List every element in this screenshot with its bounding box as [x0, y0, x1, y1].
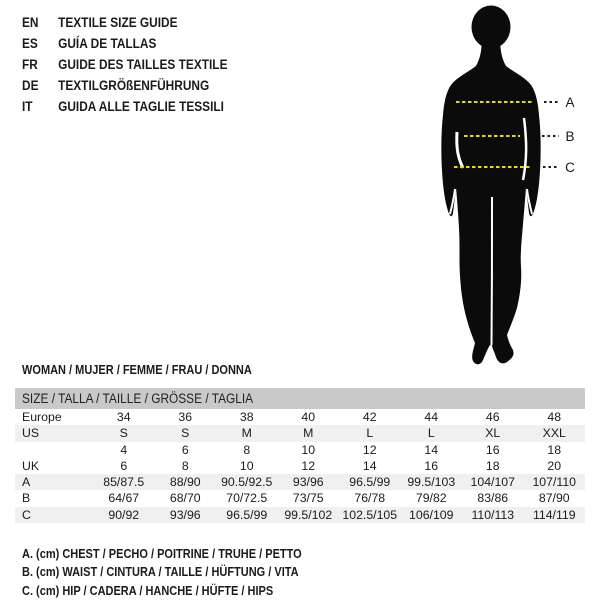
- language-row-fr: [22, 54, 227, 75]
- measure-label-waist: B: [565, 129, 575, 144]
- size-table-header-label: SIZE / TALLA / TAILLE / GRÖSSE / TAGLIA: [22, 391, 254, 406]
- size-cell: 10: [239, 458, 254, 473]
- size-cell: 6: [181, 442, 189, 457]
- language-label: GUÍA DE TALLAS: [58, 36, 157, 51]
- size-cell: M: [303, 426, 314, 441]
- size-cell: 14: [362, 458, 377, 473]
- size-cell: L: [366, 426, 374, 441]
- size-row-us-numeric: [15, 442, 585, 458]
- size-row-uk: [15, 458, 585, 474]
- size-row-a: [15, 474, 585, 490]
- size-row-label: A: [22, 475, 31, 490]
- size-cell: S: [119, 426, 128, 441]
- woman-silhouette-figure: [420, 0, 600, 370]
- measurement-note-b: B. (cm) WAIST / CINTURA / TAILLE / HÜFTUNG / VITA: [22, 565, 299, 580]
- size-cell: 99.5/103: [407, 475, 456, 490]
- size-cell: 38: [239, 410, 254, 424]
- size-cell: 114/119: [532, 507, 576, 522]
- size-cell: 12: [301, 458, 316, 473]
- language-label: GUIDA ALLE TAGLIE TESSILI: [58, 99, 224, 114]
- language-code: DE: [22, 78, 39, 93]
- language-row-it: [22, 96, 227, 117]
- size-cell: 16: [485, 442, 500, 457]
- size-table-header: [15, 388, 585, 409]
- size-cell: 79/82: [415, 491, 447, 506]
- size-table: [15, 388, 585, 523]
- size-cell: 8: [181, 458, 189, 473]
- size-cell: 107/110: [532, 475, 577, 490]
- size-cell: 34: [116, 410, 131, 424]
- size-cell: 18: [485, 458, 500, 473]
- size-row-us: [15, 425, 585, 441]
- language-row-en: [22, 12, 227, 33]
- size-cell: 85/87.5: [103, 475, 145, 490]
- size-cell: 99.5/102: [284, 507, 333, 522]
- measurement-note-a: A. (cm) CHEST / PECHO / POITRINE / TRUHE / PETTO: [22, 547, 302, 561]
- size-row-c: [15, 507, 585, 523]
- size-row-label: B: [22, 491, 31, 506]
- size-cell: 48: [547, 410, 562, 424]
- size-cell: 64/67: [108, 491, 140, 506]
- measurement-note-c: C. (cm) HIP / CADERA / HANCHE / HÜFTE / HIPS: [22, 583, 274, 598]
- size-cell: 76/78: [354, 491, 386, 506]
- size-cell: 106/109: [409, 507, 454, 522]
- size-cell: 83/86: [477, 491, 509, 506]
- size-cell: 36: [178, 410, 193, 424]
- size-cell: 14: [424, 442, 439, 457]
- size-cell: 96.5/99: [226, 507, 268, 522]
- language-row-de: [22, 75, 227, 96]
- size-cell: 46: [485, 410, 500, 424]
- size-cell: M: [241, 426, 252, 441]
- size-cell: 110/113: [471, 507, 515, 522]
- language-label: TEXTILE SIZE GUIDE: [58, 15, 178, 30]
- size-cell: 4: [120, 442, 128, 457]
- size-cell: 70/72.5: [226, 491, 268, 506]
- size-cell: 87/90: [538, 491, 570, 506]
- language-code: EN: [22, 15, 39, 30]
- size-cell: 90.5/92.5: [221, 475, 273, 490]
- size-cell: 6: [120, 458, 128, 473]
- size-cell: 18: [547, 442, 562, 457]
- size-row-label: UK: [22, 458, 40, 473]
- size-row-europe: [15, 409, 585, 425]
- size-cell: 90/92: [108, 507, 140, 522]
- language-label: TEXTILGRÖßENFÜHRUNG: [58, 78, 210, 93]
- measure-label-chest: A: [565, 95, 575, 110]
- measure-label-hip: C: [565, 160, 575, 175]
- language-code: ES: [22, 36, 38, 51]
- language-label: GUIDE DES TAILLES TEXTILE: [58, 57, 228, 72]
- size-cell: 88/90: [169, 475, 201, 490]
- size-cell: 44: [424, 410, 439, 424]
- size-row-label: Europe: [22, 410, 62, 424]
- size-cell: XL: [485, 426, 501, 441]
- size-cell: 16: [424, 458, 439, 473]
- size-cell: 40: [301, 410, 316, 424]
- leg-gap: [492, 197, 493, 345]
- size-row-b: [15, 490, 585, 506]
- section-title-woman: WOMAN / MUJER / FEMME / FRAU / DONNA: [22, 363, 252, 377]
- size-cell: 68/70: [169, 491, 201, 506]
- size-cell: 20: [547, 458, 562, 473]
- language-list: [22, 12, 227, 117]
- size-cell: S: [181, 426, 190, 441]
- size-cell: 93/96: [292, 475, 324, 490]
- size-cell: 42: [362, 410, 377, 424]
- measurement-notes: [22, 545, 302, 600]
- size-cell: 93/96: [169, 507, 201, 522]
- size-row-label: C: [22, 507, 31, 522]
- size-row-label: US: [22, 426, 40, 441]
- size-cell: 12: [362, 442, 377, 457]
- size-row-label: [15, 442, 93, 458]
- size-cell: XXL: [542, 426, 566, 441]
- language-row-es: [22, 33, 227, 54]
- size-cell: 73/75: [292, 491, 324, 506]
- size-cell: 96.5/99: [349, 475, 391, 490]
- size-cell: 8: [243, 442, 251, 457]
- language-code: IT: [22, 99, 33, 114]
- size-cell: L: [427, 426, 435, 441]
- size-table-body: [15, 409, 585, 523]
- size-cell: 10: [301, 442, 316, 457]
- size-cell: 102.5/105: [342, 507, 398, 522]
- size-cell: 104/107: [470, 475, 515, 490]
- language-code: FR: [22, 57, 38, 72]
